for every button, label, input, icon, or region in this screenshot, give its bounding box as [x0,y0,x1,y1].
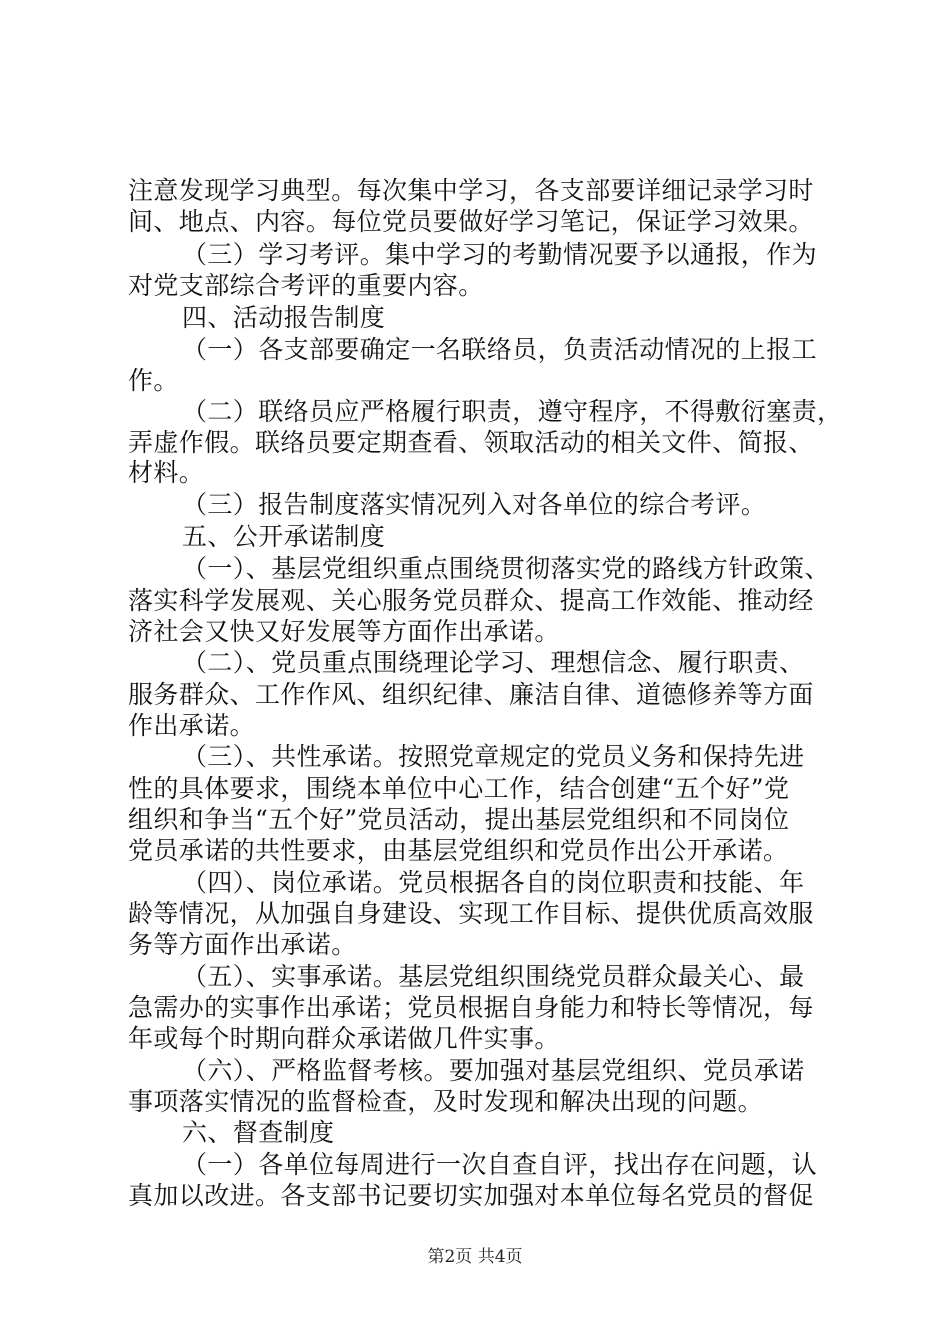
text-line: 务等方面作出承诺。 [128,930,357,959]
text-line: （三）学习考评。集中学习的考勤情况要予以通报，作为 [182,240,818,269]
text-line: 间、地点、内容。每位党员要做好学习笔记，保证学习效果。 [128,207,814,236]
text-line: 落实科学发展观、关心服务党员群众、提高工作效能、推动经 [128,586,814,615]
text-line: 弄虚作假。联络员要定期查看、领取活动的相关文件、简报、 [128,428,814,457]
text-line: （五）、实事承诺。基层党组织围绕党员群众最关心、最 [182,962,805,991]
text-line: 对党支部综合考评的重要内容。 [128,271,484,300]
text-line: 真加以改进。各支部书记要切实加强对本单位每名党员的督促 [128,1181,814,1210]
text-line: 材料。 [128,458,205,487]
text-line: （四）、岗位承诺。党员根据各自的岗位职责和技能、年 [182,868,805,897]
text-line: 作出承诺。 [128,711,256,740]
text-line: 龄等情况，从加强自身建设、实现工作目标、提供优质高效服 [128,899,814,928]
text-line: 服务群众、工作作风、组织纪律、廉洁自律、道德修养等方面 [128,680,814,709]
text-line: （一）各单位每周进行一次自查自评，找出存在问题，认 [182,1150,818,1179]
text-line: 年或每个时期向群众承诺做几件实事。 [128,1024,560,1053]
text-line: 作。 [128,366,179,395]
text-line: 组织和争当“五个好”党员活动，提出基层党组织和不同岗位 [128,805,790,834]
text-line: 性的具体要求，围绕本单位中心工作，结合创建“五个好”党 [128,774,790,803]
text-line: 事项落实情况的监督检查，及时发现和解决出现的问题。 [128,1087,764,1116]
text-line: 济社会又快又好发展等方面作出承诺。 [128,617,560,646]
text-line: 急需办的实事作出承诺；党员根据自身能力和特长等情况，每 [128,993,814,1022]
text-line: （二）联络员应严格履行职责，遵守程序，不得敷衍塞责， [182,397,843,426]
text-line: （三）、共性承诺。按照党章规定的党员义务和保持先进 [182,742,805,771]
section-heading: 六、督查制度 [182,1118,335,1147]
text-line: 注意发现学习典型。每次集中学习，各支部要详细记录学习时 [128,176,814,205]
text-line: （一）各支部要确定一名联络员，负责活动情况的上报工 [182,335,818,364]
section-heading: 四、活动报告制度 [182,303,386,332]
text-line: （二）、党员重点围绕理论学习、理想信念、履行职责、 [182,648,805,677]
page-footer: 第2页 共4页 [427,1247,523,1267]
text-line: （六）、严格监督考核。要加强对基层党组织、党员承诺 [182,1056,805,1085]
section-heading: 五、公开承诺制度 [182,522,386,551]
text-line: 党员承诺的共性要求，由基层党组织和党员作出公开承诺。 [128,836,789,865]
text-line: （一）、基层党组织重点围绕贯彻落实党的路线方针政策、 [182,554,830,583]
text-line: （三）报告制度落实情况列入对各单位的综合考评。 [182,490,767,519]
